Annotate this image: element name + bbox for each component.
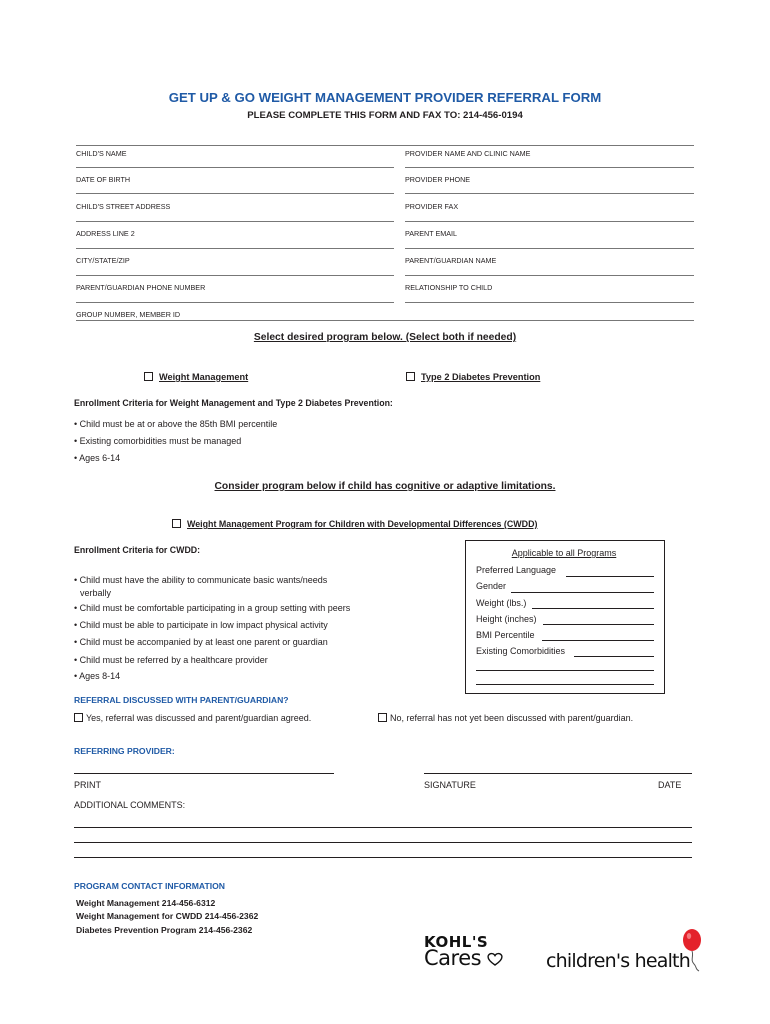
heart-icon bbox=[487, 952, 503, 966]
field-label-provider-name: PROVIDER NAME AND CLINIC NAME bbox=[405, 149, 531, 158]
contact-line: Diabetes Prevention Program 214-456-2362 bbox=[76, 925, 253, 935]
weight-management-label: Weight Management bbox=[159, 372, 249, 382]
weight-management-checkbox[interactable] bbox=[144, 372, 153, 381]
cwdd-option[interactable] bbox=[172, 514, 537, 532]
cwdd-bullet: • Child must be able to participate in low impact physical activity bbox=[74, 620, 328, 630]
field-label-childs-name: CHILD'S NAME bbox=[76, 149, 127, 158]
date-of-birth-line[interactable] bbox=[76, 193, 394, 194]
cwdd-bullet: • Child must have the ability to communicate basic wants/needs bbox=[74, 575, 328, 585]
cwdd-heading: Consider program below if child has cognitive or adaptive limitations. bbox=[214, 481, 556, 492]
kohls-logo: KOHL'S bbox=[424, 933, 489, 951]
existing-comorbidities-line[interactable] bbox=[574, 656, 654, 657]
field-label-guardian-phone: PARENT/GUARDIAN PHONE NUMBER bbox=[76, 283, 206, 292]
field-label-relationship: RELATIONSHIP TO CHILD bbox=[405, 283, 493, 292]
weight-management-option[interactable] bbox=[144, 367, 248, 385]
cwdd-bullet: • Ages 8-14 bbox=[74, 671, 121, 681]
criteria-main-bullet: • Child must be at or above the 85th BMI percentile bbox=[74, 419, 278, 429]
referral-no-label: No, referral has not yet been discussed with parent/guardian. bbox=[390, 713, 634, 723]
parent-email-line[interactable] bbox=[405, 248, 694, 249]
childs-name-line[interactable] bbox=[76, 167, 394, 168]
referral-no-option[interactable] bbox=[378, 713, 633, 723]
city-state-zip-line[interactable] bbox=[76, 275, 394, 276]
additional-comments-label: ADDITIONAL COMMENTS: bbox=[74, 800, 186, 810]
gender-label: Gender bbox=[476, 581, 507, 591]
diabetes-prevention-checkbox[interactable] bbox=[406, 372, 415, 381]
referral-no-checkbox[interactable] bbox=[378, 713, 387, 722]
program-select-heading: Select desired program below. (Select both if needed) bbox=[253, 332, 517, 343]
cares-text: Cares bbox=[424, 946, 482, 970]
weight-label: Weight (lbs.) bbox=[476, 598, 527, 608]
diabetes-prevention-option[interactable] bbox=[406, 367, 540, 385]
comorbidities-extra-line[interactable] bbox=[476, 670, 654, 671]
criteria-main-bullet: • Ages 6-14 bbox=[74, 453, 121, 463]
criteria-main-heading: Enrollment Criteria for Weight Management and Type 2 Diabetes Prevention: bbox=[74, 398, 393, 408]
bmi-percentile-label: BMI Percentile bbox=[476, 630, 535, 640]
preferred-language-label: Preferred Language bbox=[476, 565, 557, 575]
signature-label: SIGNATURE bbox=[424, 780, 476, 790]
form-title: GET UP & GO WEIGHT MANAGEMENT PROVIDER REFERRAL FORM bbox=[168, 90, 602, 105]
provider-phone-line[interactable] bbox=[405, 193, 694, 194]
provider-name-line[interactable] bbox=[405, 167, 694, 168]
signature-date-line[interactable] bbox=[424, 773, 692, 774]
field-label-group-number: GROUP NUMBER, MEMBER ID bbox=[76, 310, 181, 319]
street-address-line[interactable] bbox=[76, 221, 394, 222]
field-label-provider-phone: PROVIDER PHONE bbox=[405, 175, 471, 184]
print-name-line[interactable] bbox=[74, 773, 334, 774]
contact-line: Weight Management for CWDD 214-456-2362 bbox=[76, 911, 259, 921]
referring-provider-heading: REFERRING PROVIDER: bbox=[74, 746, 175, 756]
kohls-cares-logo bbox=[424, 946, 503, 970]
contact-heading: PROGRAM CONTACT INFORMATION bbox=[74, 881, 226, 891]
cwdd-checkbox[interactable] bbox=[172, 519, 181, 528]
cwdd-criteria-heading: Enrollment Criteria for CWDD: bbox=[74, 545, 201, 555]
existing-comorbidities-label: Existing Comorbidities bbox=[476, 646, 566, 656]
preferred-language-line[interactable] bbox=[566, 576, 654, 577]
comments-line[interactable] bbox=[74, 827, 692, 828]
height-label: Height (inches) bbox=[476, 614, 537, 624]
field-label-street-address: CHILD'S STREET ADDRESS bbox=[76, 202, 171, 211]
field-label-date-of-birth: DATE OF BIRTH bbox=[76, 175, 131, 184]
guardian-name-line[interactable] bbox=[405, 275, 694, 276]
top-rule bbox=[76, 145, 694, 146]
form-subtitle: PLEASE COMPLETE THIS FORM AND FAX TO: 214-456-0194 bbox=[247, 110, 523, 121]
referral-discussed-heading: REFERRAL DISCUSSED WITH PARENT/GUARDIAN? bbox=[74, 695, 289, 705]
referral-yes-checkbox[interactable] bbox=[74, 713, 83, 722]
field-label-provider-fax: PROVIDER FAX bbox=[405, 202, 459, 211]
print-label: PRINT bbox=[74, 780, 101, 790]
relationship-line[interactable] bbox=[405, 302, 694, 303]
comorbidities-extra-line[interactable] bbox=[476, 684, 654, 685]
field-label-guardian-name: PARENT/GUARDIAN NAME bbox=[405, 256, 497, 265]
criteria-main-bullet: • Existing comorbidities must be managed bbox=[74, 436, 242, 446]
cwdd-bullet: • Child must be accompanied by at least one parent or guardian bbox=[74, 637, 328, 647]
field-label-address-line-2: ADDRESS LINE 2 bbox=[76, 229, 135, 238]
address-line-2-line[interactable] bbox=[76, 248, 394, 249]
gender-line[interactable] bbox=[511, 592, 654, 593]
guardian-phone-line[interactable] bbox=[76, 302, 394, 303]
cwdd-bullet-continued: verbally bbox=[80, 588, 112, 598]
field-label-parent-email: PARENT EMAIL bbox=[405, 229, 458, 238]
childrens-health-logo: children's health bbox=[546, 950, 690, 972]
referral-yes-label: Yes, referral was discussed and parent/guardian agreed. bbox=[86, 713, 312, 723]
cwdd-bullet: • Child must be referred by a healthcare provider bbox=[74, 655, 268, 665]
balloon-icon bbox=[680, 928, 706, 972]
contact-line: Weight Management 214-456-6312 bbox=[76, 898, 216, 908]
date-label: DATE bbox=[658, 780, 682, 790]
group-number-line[interactable] bbox=[76, 320, 694, 321]
provider-fax-line[interactable] bbox=[405, 221, 694, 222]
weight-line[interactable] bbox=[532, 608, 654, 609]
referral-yes-option[interactable] bbox=[74, 713, 311, 723]
diabetes-prevention-label: Type 2 Diabetes Prevention bbox=[421, 372, 541, 382]
height-line[interactable] bbox=[543, 624, 654, 625]
comments-line[interactable] bbox=[74, 857, 692, 858]
field-label-city-state-zip: CITY/STATE/ZIP bbox=[76, 256, 130, 265]
bmi-percentile-line[interactable] bbox=[542, 640, 654, 641]
comments-line[interactable] bbox=[74, 842, 692, 843]
cwdd-label: Weight Management Program for Children with Developmental Differences (CWDD) bbox=[187, 519, 538, 529]
applicable-box-title: Applicable to all Programs bbox=[511, 548, 617, 558]
cwdd-bullet: • Child must be comfortable participating in a group setting with peers bbox=[74, 603, 351, 613]
